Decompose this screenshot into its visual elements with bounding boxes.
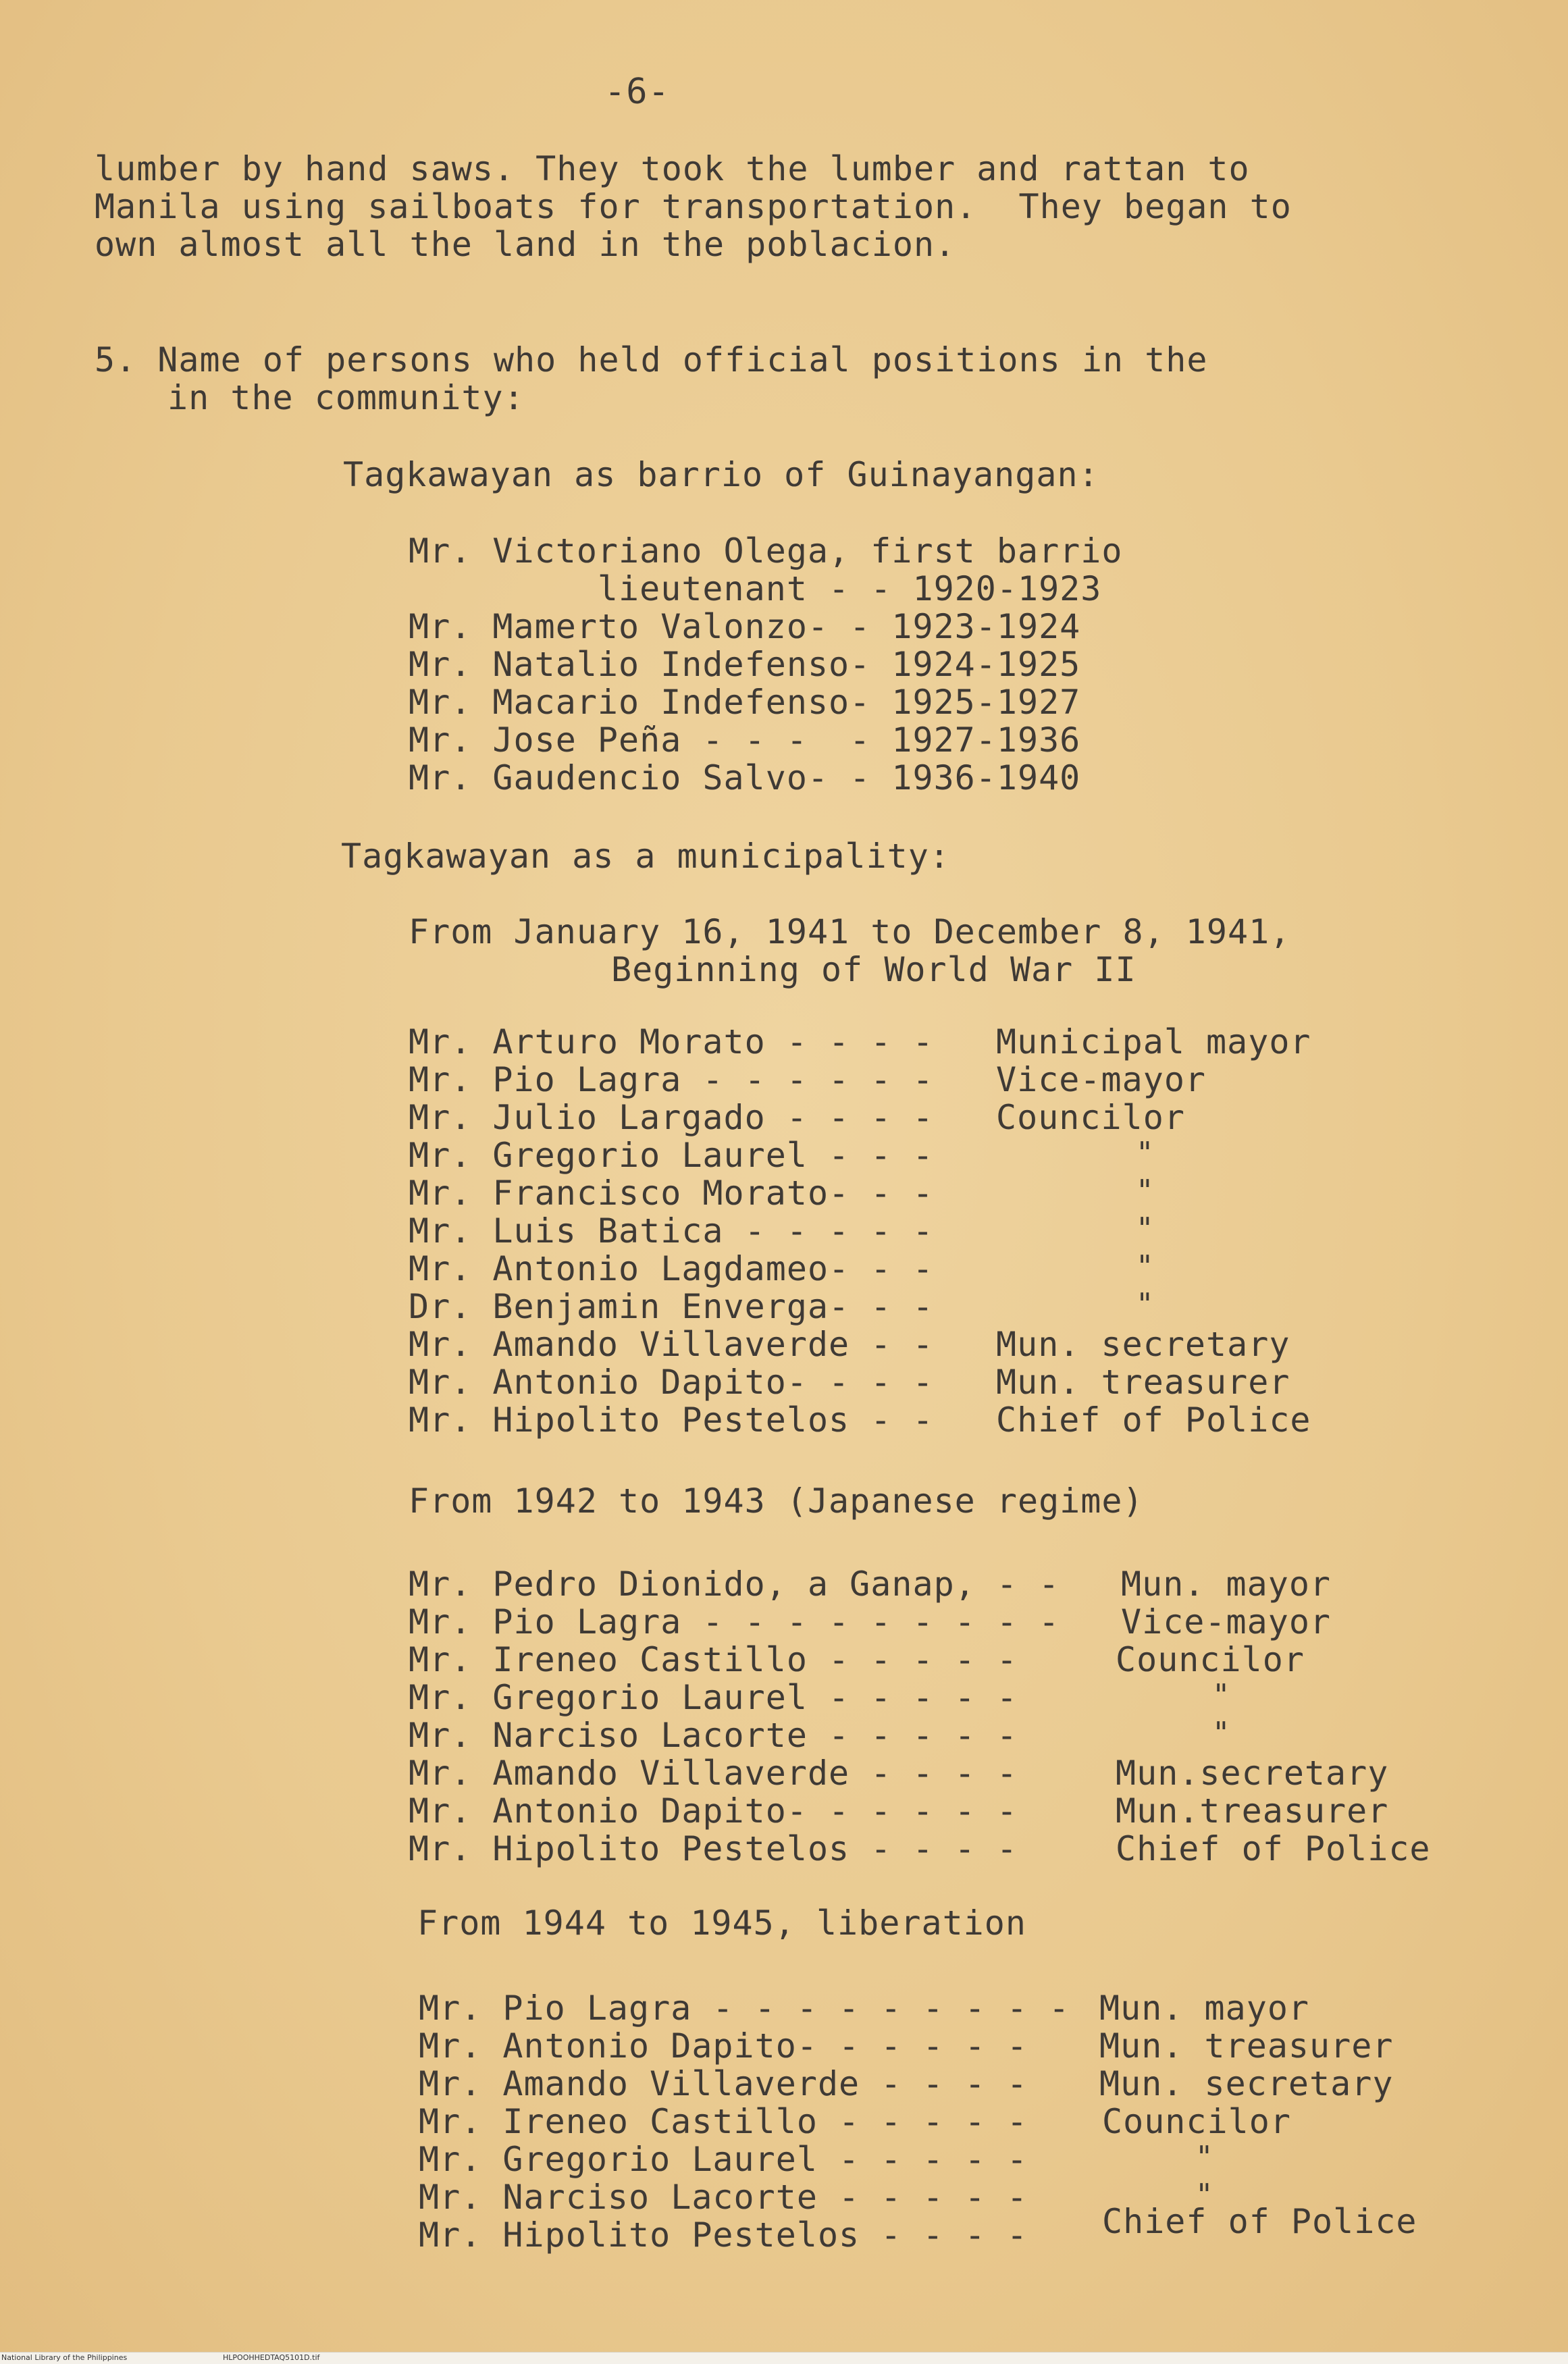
official-position: Chief of Police [1116, 1829, 1431, 1868]
scan-footer [0, 2352, 1568, 2364]
official-name: Mr. Francisco Morato- - - [409, 1174, 934, 1213]
official-position: Mun. treasurer [1099, 2026, 1394, 2066]
section5-heading-cont: in the community: [167, 378, 525, 417]
official-position: Mun. secretary [1099, 2064, 1394, 2103]
ditto-mark: " [1195, 2140, 1213, 2174]
ditto-mark: " [1136, 1249, 1154, 1284]
period2-heading: From 1942 to 1943 (Japanese regime) [409, 1481, 1144, 1521]
official-name: Mr. Luis Batica - - - - - [409, 1211, 934, 1251]
ditto-mark: " [1136, 1287, 1154, 1321]
page-number: -6- [604, 72, 670, 112]
official-name: Dr. Benjamin Enverga- - - [409, 1287, 934, 1326]
ditto-mark: " [1136, 1174, 1154, 1208]
intro-line: Manila using sailboats for transportation. They began to [95, 187, 1292, 226]
official-position: Vice-mayor [996, 1060, 1207, 1099]
section5-heading: 5. Name of persons who held official positions in the [95, 340, 1208, 379]
official-position: Mun.secretary [1116, 1754, 1389, 1793]
list-item: Mr. Natalio Indefenso- 1924-1925 [409, 645, 1081, 684]
official-position: Councilor [996, 1098, 1185, 1137]
official-position: Councilor [1116, 1640, 1305, 1679]
list-item: Mr. Gaudencio Salvo- - 1936-1940 [409, 758, 1081, 797]
official-name: Mr. Ireneo Castillo - - - - - [409, 1640, 1018, 1679]
period1-subheading: Beginning of World War II [611, 950, 1136, 989]
intro-line: own almost all the land in the poblacion. [95, 225, 956, 264]
ditto-mark: " [1212, 1678, 1230, 1712]
municipality-heading: Tagkawayan as a municipality: [341, 837, 950, 876]
official-name: Mr. Pio Lagra - - - - - - - - - [409, 1602, 1060, 1641]
ditto-mark: " [1136, 1211, 1154, 1246]
official-position: Councilor [1102, 2102, 1291, 2141]
official-name: Mr. Antonio Lagdameo- - - [409, 1249, 934, 1288]
official-name: Mr. Hipolito Pestelos - - [409, 1400, 934, 1440]
ditto-mark: " [1212, 1716, 1230, 1750]
official-name: Mr. Narciso Lacorte - - - - - [419, 2178, 1028, 2217]
official-position: Mun. secretary [996, 1325, 1290, 1364]
official-name: Mr. Arturo Morato - - - - [409, 1022, 934, 1061]
official-position: Mun. treasurer [996, 1363, 1290, 1402]
official-position: Mun.treasurer [1116, 1791, 1389, 1831]
official-name: Mr. Antonio Dapito- - - - [409, 1363, 934, 1402]
period3-heading: From 1944 to 1945, liberation [417, 1903, 1026, 1943]
intro-line: lumber by hand saws. They took the lumber and rattan to [95, 149, 1250, 188]
barrio-heading: Tagkawayan as barrio of Guinayangan: [343, 455, 1099, 494]
official-name: Mr. Amando Villaverde - - [409, 1325, 934, 1364]
official-name: Mr. Amando Villaverde - - - - [409, 1754, 1018, 1793]
official-name: Mr. Pio Lagra - - - - - - - - - [419, 1989, 1070, 2028]
official-name: Mr. Narciso Lacorte - - - - - [409, 1716, 1018, 1755]
official-name: Mr. Gregorio Laurel - - - - - [419, 2140, 1028, 2179]
footer-file-id: HLPOOHHEDTAQ5101D.tif [223, 2353, 320, 2362]
official-position: Vice-mayor [1121, 1602, 1332, 1641]
official-name: Mr. Julio Largado - - - - [409, 1098, 934, 1137]
official-name: Mr. Hipolito Pestelos - - - - [409, 1829, 1018, 1868]
official-position: Chief of Police [996, 1400, 1311, 1440]
official-name: Mr. Antonio Dapito- - - - - - [409, 1791, 1018, 1831]
official-position: Mun. mayor [1121, 1565, 1332, 1604]
ditto-mark: " [1136, 1136, 1154, 1170]
official-name: Mr. Amando Villaverde - - - - [419, 2064, 1028, 2103]
list-item: Mr. Victoriano Olega, first barrio [409, 531, 1123, 571]
official-name: Mr. Hipolito Pestelos - - - - [419, 2215, 1028, 2255]
official-name: Mr. Pedro Dionido, a Ganap, - - [409, 1565, 1060, 1604]
official-name: Mr. Antonio Dapito- - - - - - [419, 2026, 1028, 2066]
period1-heading: From January 16, 1941 to December 8, 1941, [409, 912, 1291, 951]
list-item: Mr. Mamerto Valonzo- - 1923-1924 [409, 607, 1081, 646]
list-item: Mr. Jose Peña - - - - 1927-1936 [409, 720, 1081, 760]
official-name: Mr. Gregorio Laurel - - - [409, 1136, 934, 1175]
ditto-mark: " [1195, 2178, 1213, 2212]
official-name: Mr. Ireneo Castillo - - - - - [419, 2102, 1028, 2141]
footer-library: National Library of the Philippines [1, 2353, 128, 2362]
official-position: Municipal mayor [996, 1022, 1311, 1061]
list-item: lieutenant - - 1920-1923 [409, 569, 1102, 608]
official-name: Mr. Pio Lagra - - - - - - [409, 1060, 934, 1099]
official-position: Mun. mayor [1099, 1989, 1310, 2028]
official-name: Mr. Gregorio Laurel - - - - - [409, 1678, 1018, 1717]
official-position: Chief of Police [1102, 2202, 1417, 2241]
list-item: Mr. Macario Indefenso- 1925-1927 [409, 683, 1081, 722]
